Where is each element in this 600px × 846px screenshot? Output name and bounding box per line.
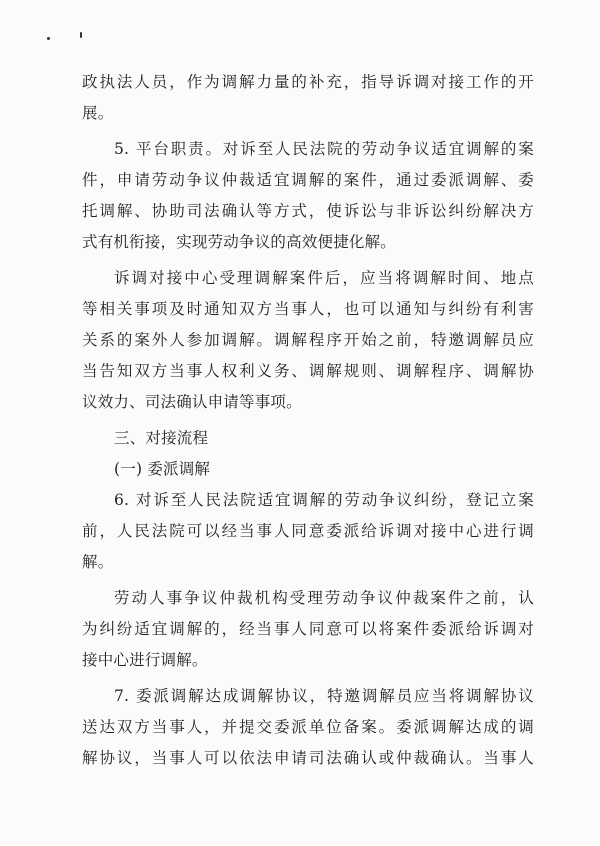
text-line: 件，申请劳动争议仲裁适宜调解的案件，通过委派调解、委 xyxy=(82,171,534,189)
text-line: 送达双方当事人，并提交委派单位备案。委派调解达成的调 xyxy=(82,718,534,736)
text-line: 前，人民法院可以经当事人同意委派给诉调对接中心进行调 xyxy=(82,522,534,540)
text-line: 解协议，当事人可以依法申请司法确认或仲裁确认。当事人 xyxy=(82,749,534,767)
text-line: 等相关事项及时通知双方当事人，也可以通知与纠纷有利害 xyxy=(82,300,534,318)
text-line: 当告知双方当事人权利义务、调解规则、调解程序、调解协 xyxy=(82,362,534,380)
text-line: 接中心进行调解。 xyxy=(82,651,208,669)
text-line: 议效力、司法确认申请等事项。 xyxy=(82,393,302,411)
text-line: 式有机衔接，实现劳动争议的高效便捷化解。 xyxy=(82,233,397,251)
paragraph-line: 6. 对诉至人民法院适宜调解的劳动争议纠纷，登记立案 xyxy=(114,491,534,509)
text-line: 关系的案外人参加调解。调解程序开始之前，特邀调解员应 xyxy=(82,331,534,349)
subsection-heading: (一) 委派调解 xyxy=(114,460,211,478)
text-line: 政执法人员，作为调解力量的补充，指导诉调对接工作的开 xyxy=(82,73,534,91)
paragraph-line: 5. 平台职责。对诉至人民法院的劳动争议适宜调解的案 xyxy=(114,140,534,158)
section-heading: 三、对接流程 xyxy=(114,429,209,447)
scan-mark xyxy=(80,32,82,38)
scan-mark xyxy=(47,37,50,40)
text-line: 展。 xyxy=(82,104,114,122)
document-body xyxy=(82,67,534,774)
paragraph-line: 7. 委派调解达成调解协议，特邀调解员应当将调解协议 xyxy=(114,687,534,705)
text-line: 解。 xyxy=(82,553,114,571)
paragraph-line: 劳动人事争议仲裁机构受理劳动争议仲裁案件之前，认 xyxy=(114,589,534,607)
text-line: 为纠纷适宜调解的，经当事人同意可以将案件委派给诉调对 xyxy=(82,620,534,638)
text-line: 托调解、协助司法确认等方式，使诉讼与非诉讼纠纷解决方 xyxy=(82,202,534,220)
paragraph-line: 诉调对接中心受理调解案件后，应当将调解时间、地点 xyxy=(114,269,534,287)
